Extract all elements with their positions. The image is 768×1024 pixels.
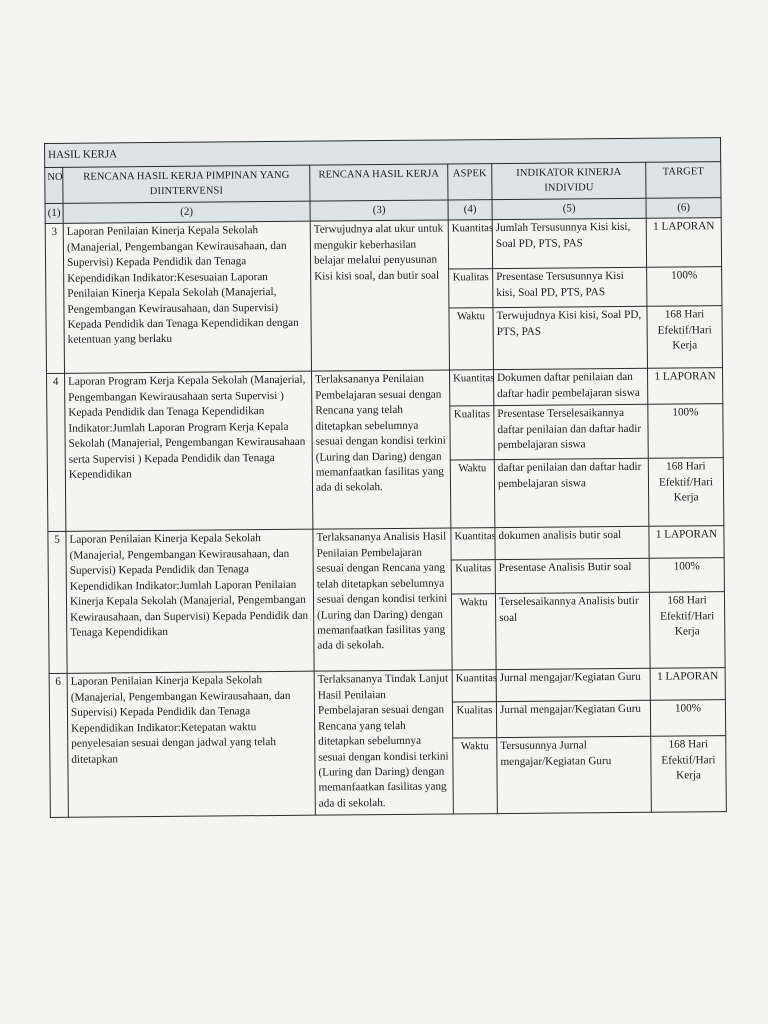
column-number: (1) <box>45 203 63 223</box>
column-number: (3) <box>310 200 448 221</box>
target-cell: 100% <box>647 267 722 307</box>
aspek-cell: Kualitas <box>449 269 493 308</box>
rhk-cell: Terlaksananya Analisis Hasil Penilaian Pembelajaran sesuai dengan Rencana yang telah ditetapkan sebelumnya sesuai dengan kondisi terkini (Luring dan Daring) dengan memanfaatkan fasilitas yang ada di sekolah. <box>313 528 452 671</box>
indikator-cell: Terselesaikannya Analisis butir soal <box>495 593 650 670</box>
table-row <box>45 218 721 273</box>
target-cell: 168 Hari Efektif/Hari Kerja <box>651 736 727 813</box>
aspek-cell: Kuantitas <box>451 528 495 560</box>
target-cell: 168 Hari Efektif/Hari Kerja <box>649 592 725 669</box>
header-rhk: RENCANA HASIL KERJA <box>310 164 448 201</box>
header-row <box>45 162 721 204</box>
indikator-cell: Presentase Analisis Butir soal <box>495 559 649 594</box>
header-indikator: INDIKATOR KINERJA INDIVIDU <box>492 162 646 199</box>
hasil-kerja-table <box>44 137 727 818</box>
row-number: 3 <box>45 224 64 374</box>
header-rhk-pimpinan: RENCANA HASIL KERJA PIMPINAN YANG DIINTERVENSI <box>63 165 310 203</box>
indikator-cell: Jurnal mengajar/Kegiatan Guru <box>496 669 650 702</box>
indikator-cell: daftar penilaian dan daftar hadir pembelajaran siswa <box>494 459 649 528</box>
target-cell: 1 LAPORAN <box>646 218 721 268</box>
column-number: (5) <box>492 198 646 220</box>
target-cell: 168 Hari Efektif/Hari Kerja <box>647 306 723 369</box>
indikator-cell: Presentase Terselesaikannya daftar penilaian dan daftar hadir pembelajaran siswa <box>494 405 648 460</box>
column-number: (4) <box>448 200 492 221</box>
indikator-cell: Presentase Tersusunnya Kisi kisi, Soal PD, PTS, PAS <box>493 268 647 308</box>
aspek-cell: Kualitas <box>452 702 496 738</box>
indikator-cell: dokumen analisis butir soal <box>495 527 649 560</box>
table-row <box>47 368 723 410</box>
aspek-cell: Kuantitas <box>448 220 492 269</box>
header-target: TARGET <box>646 162 721 199</box>
rhk-cell: Terlaksananya Tindak Lanjut Hasil Penilaian Pembelajaran sesuai dengan Rencana yang telah ditetapkan sebelumnya sesuai dengan kondisi terkini (Luring dan Daring) dengan memanfaatkan fasilitas yang ada di sekolah. <box>314 670 453 815</box>
target-cell: 168 Hari Efektif/Hari Kerja <box>648 458 724 527</box>
indikator-cell: Jurnal mengajar/Kegiatan Guru <box>496 701 650 738</box>
row-number: 6 <box>49 674 68 818</box>
target-cell: 100% <box>648 404 723 459</box>
column-number: (6) <box>646 198 721 219</box>
aspek-cell: Kualitas <box>451 560 495 594</box>
aspek-cell: Kuantitas <box>449 370 493 406</box>
indikator-cell: Dokumen daftar penilaian dan daftar hadir pembelajaran siswa <box>493 369 647 406</box>
aspek-cell: Waktu <box>450 460 495 528</box>
rhk-pimpinan-cell: Laporan Penilaian Kinerja Kepala Sekolah (Manajerial, Pengembangan Kewirausahaan, dan Supervisi) Kepada Pendidik dan Tenaga Kependidikan Indikator:Kesesuaian Laporan Penilaian Kinerja Kepala Sekolah (Manajerial, Pengembangan Kewirausahaan, dan Supervisi) Kepada Pendidik dan Tenaga Kependidikan dengan ketentuan yang berlaku <box>63 221 311 373</box>
header-aspek: ASPEK <box>448 164 492 200</box>
aspek-cell: Kualitas <box>450 406 494 460</box>
column-number: (2) <box>63 201 310 223</box>
target-cell: 100% <box>650 700 725 737</box>
target-cell: 1 LAPORAN <box>647 368 722 405</box>
rhk-pimpinan-cell: Laporan Penilaian Kinerja Kepala Sekolah (Manajerial, Pengembangan Kewirausahaan, dan Supervisi) Kepada Pendidik dan Tenaga Kependidikan Indikator:Jumlah Laporan Penilaian Kinerja Kepala Sekolah (Manajerial, Pengembangan Kewirausahaan, dan Supervisi) Kepada Pendidik dan Tenaga Kependidikan <box>66 529 314 673</box>
rhk-pimpinan-cell: Laporan Penilaian Kinerja Kepala Sekolah (Manajerial, Pengembangan Kewirausahaan, dan Supervisi) Kepada Pendidik dan Tenaga Kependidikan Indikator:Ketepatan waktu penyelesaian sesuai dengan jadwal yang telah ditetapkan <box>67 671 315 817</box>
row-number: 4 <box>47 374 66 532</box>
indikator-cell: Tersusunnya Jurnal mengajar/Kegiatan Guru <box>497 737 652 814</box>
row-number: 5 <box>48 532 67 674</box>
aspek-cell: Waktu <box>449 308 494 370</box>
rhk-cell: Terlaksananya Penilaian Pembelajaran sesuai dengan Rencana yang telah ditetapkan sebelumnya sesuai dengan kondisi terkini (Luring dan Daring) dengan memanfaatkan fasilitas yang ada di sekolah. <box>312 370 451 529</box>
rhk-pimpinan-cell: Laporan Program Kerja Kepala Sekolah (Manajerial, Pengembangan Kewirausahaan serta Supervisi ) Kepada Pendidik dan Tenaga Kependidikan Indikator:Jumlah Laporan Program Kerja Kepala Sekolah (Manajerial, Pengembangan Kewirausahaan serta Supervisi ) Kepada Pendidik dan Tenaga Kependidikan <box>65 371 313 531</box>
indikator-cell: Terwujudnya Kisi kisi, Soal PD, PTS, PAS <box>493 307 648 370</box>
aspek-cell: Waktu <box>451 594 496 670</box>
aspek-cell: Waktu <box>453 738 498 814</box>
table-title: HASIL KERJA <box>45 138 721 168</box>
document-sheet <box>44 143 720 818</box>
rhk-cell: Terwujudnya alat ukur untuk mengukir keberhasilan belajar melalui penyusunan Kisi kisi soal, dan butir soal <box>310 220 449 371</box>
target-cell: 1 LAPORAN <box>650 668 725 701</box>
indikator-cell: Jumlah Tersusunnya Kisi kisi, Soal PD, PTS, PAS <box>492 219 646 269</box>
aspek-cell: Kuantitas <box>452 670 496 702</box>
target-cell: 1 LAPORAN <box>649 526 724 559</box>
header-no: NO <box>45 168 63 204</box>
target-cell: 100% <box>649 558 724 593</box>
